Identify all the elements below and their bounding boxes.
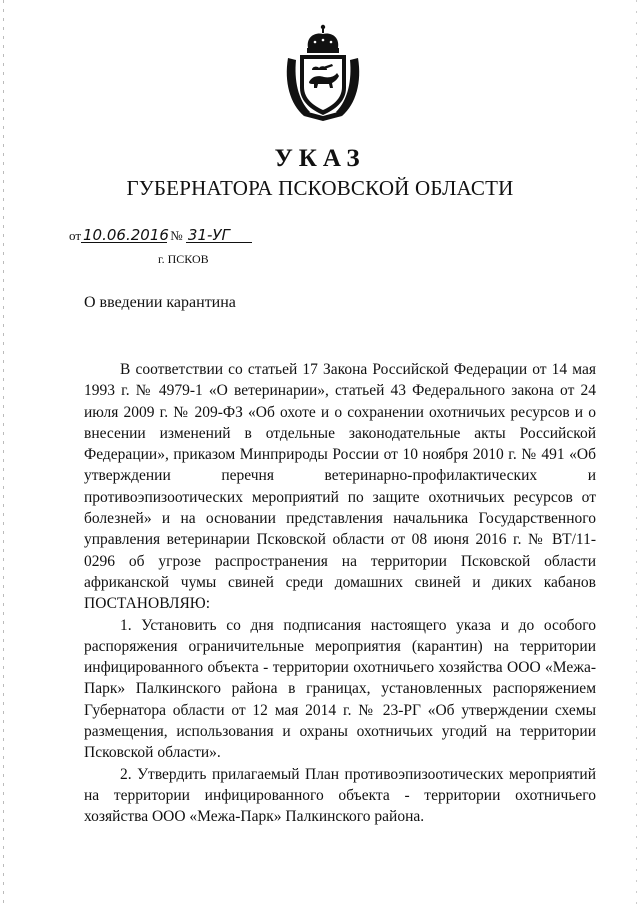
date-field: 10.06.2016 — [83, 226, 169, 244]
city-label: г. ПСКОВ — [158, 252, 209, 266]
document-meta — [69, 228, 252, 244]
coat-of-arms-icon — [282, 22, 364, 122]
clause-1-paragraph: 1. Установить со дня подписания настоящего указа и до особого распоряжения ограничительные мероприятия (карантин) на территории инфицированного объекта - территории охотничьего хозяйства ООО «Межа-Парк» Палкинского района в границах, установленных распоряжением Губернатора области от 12 мая 2014 г. № 23-РГ «Об утверждении схемы размещения, использования и охраны охотничьих угодий на территории Псковской области». — [84, 616, 596, 762]
scan-edge-right — [636, 0, 637, 905]
scan-edge-left — [3, 0, 4, 905]
document-body — [84, 359, 596, 828]
date-prefix: от — [69, 228, 82, 243]
document-subject: О введении карантина — [84, 294, 236, 311]
number-field: 31-УГ — [186, 228, 252, 243]
preamble-paragraph: В соответствии со статьей 17 Закона Российской Федерации от 14 мая 1993 г. № 4979-1 «О ветеринарии», статьей 43 Федерального закона от 24 июля 2009 г. № 209-ФЗ «Об охоте и о сохранении охотничьих ресурсов и о внесении изменений в отдельные законодательные акты Российской Федерации», приказом Минприроды России от 10 ноября 2010 г. № 491 «Об утверждении перечня ветеринарно-профилактических и противоэпизоотических мероприятий по защите охотничьих ресурсов от болезней» и на основании представления начальника Государственного управления ветеринарии Псковской области от 08 июня 2016 г. № ВТ/11-0296 об угрозе распространения на территории Псковской области африканской чумы свиней среди домашних свиней и диких кабанов ПОСТАНОВЛЯЮ: — [84, 361, 596, 613]
clause-2-paragraph: 2. Утвердить прилагаемый План противоэпизоотических мероприятий на территории инфицированного объекта - территории охотничьего хозяйства ООО «Межа-Парк» Палкинского района. — [84, 765, 596, 826]
document-title: УКАЗ — [274, 145, 366, 172]
document-issuer: ГУБЕРНАТОРА ПСКОВСКОЙ ОБЛАСТИ — [126, 176, 514, 200]
number-prefix: № — [170, 228, 183, 243]
